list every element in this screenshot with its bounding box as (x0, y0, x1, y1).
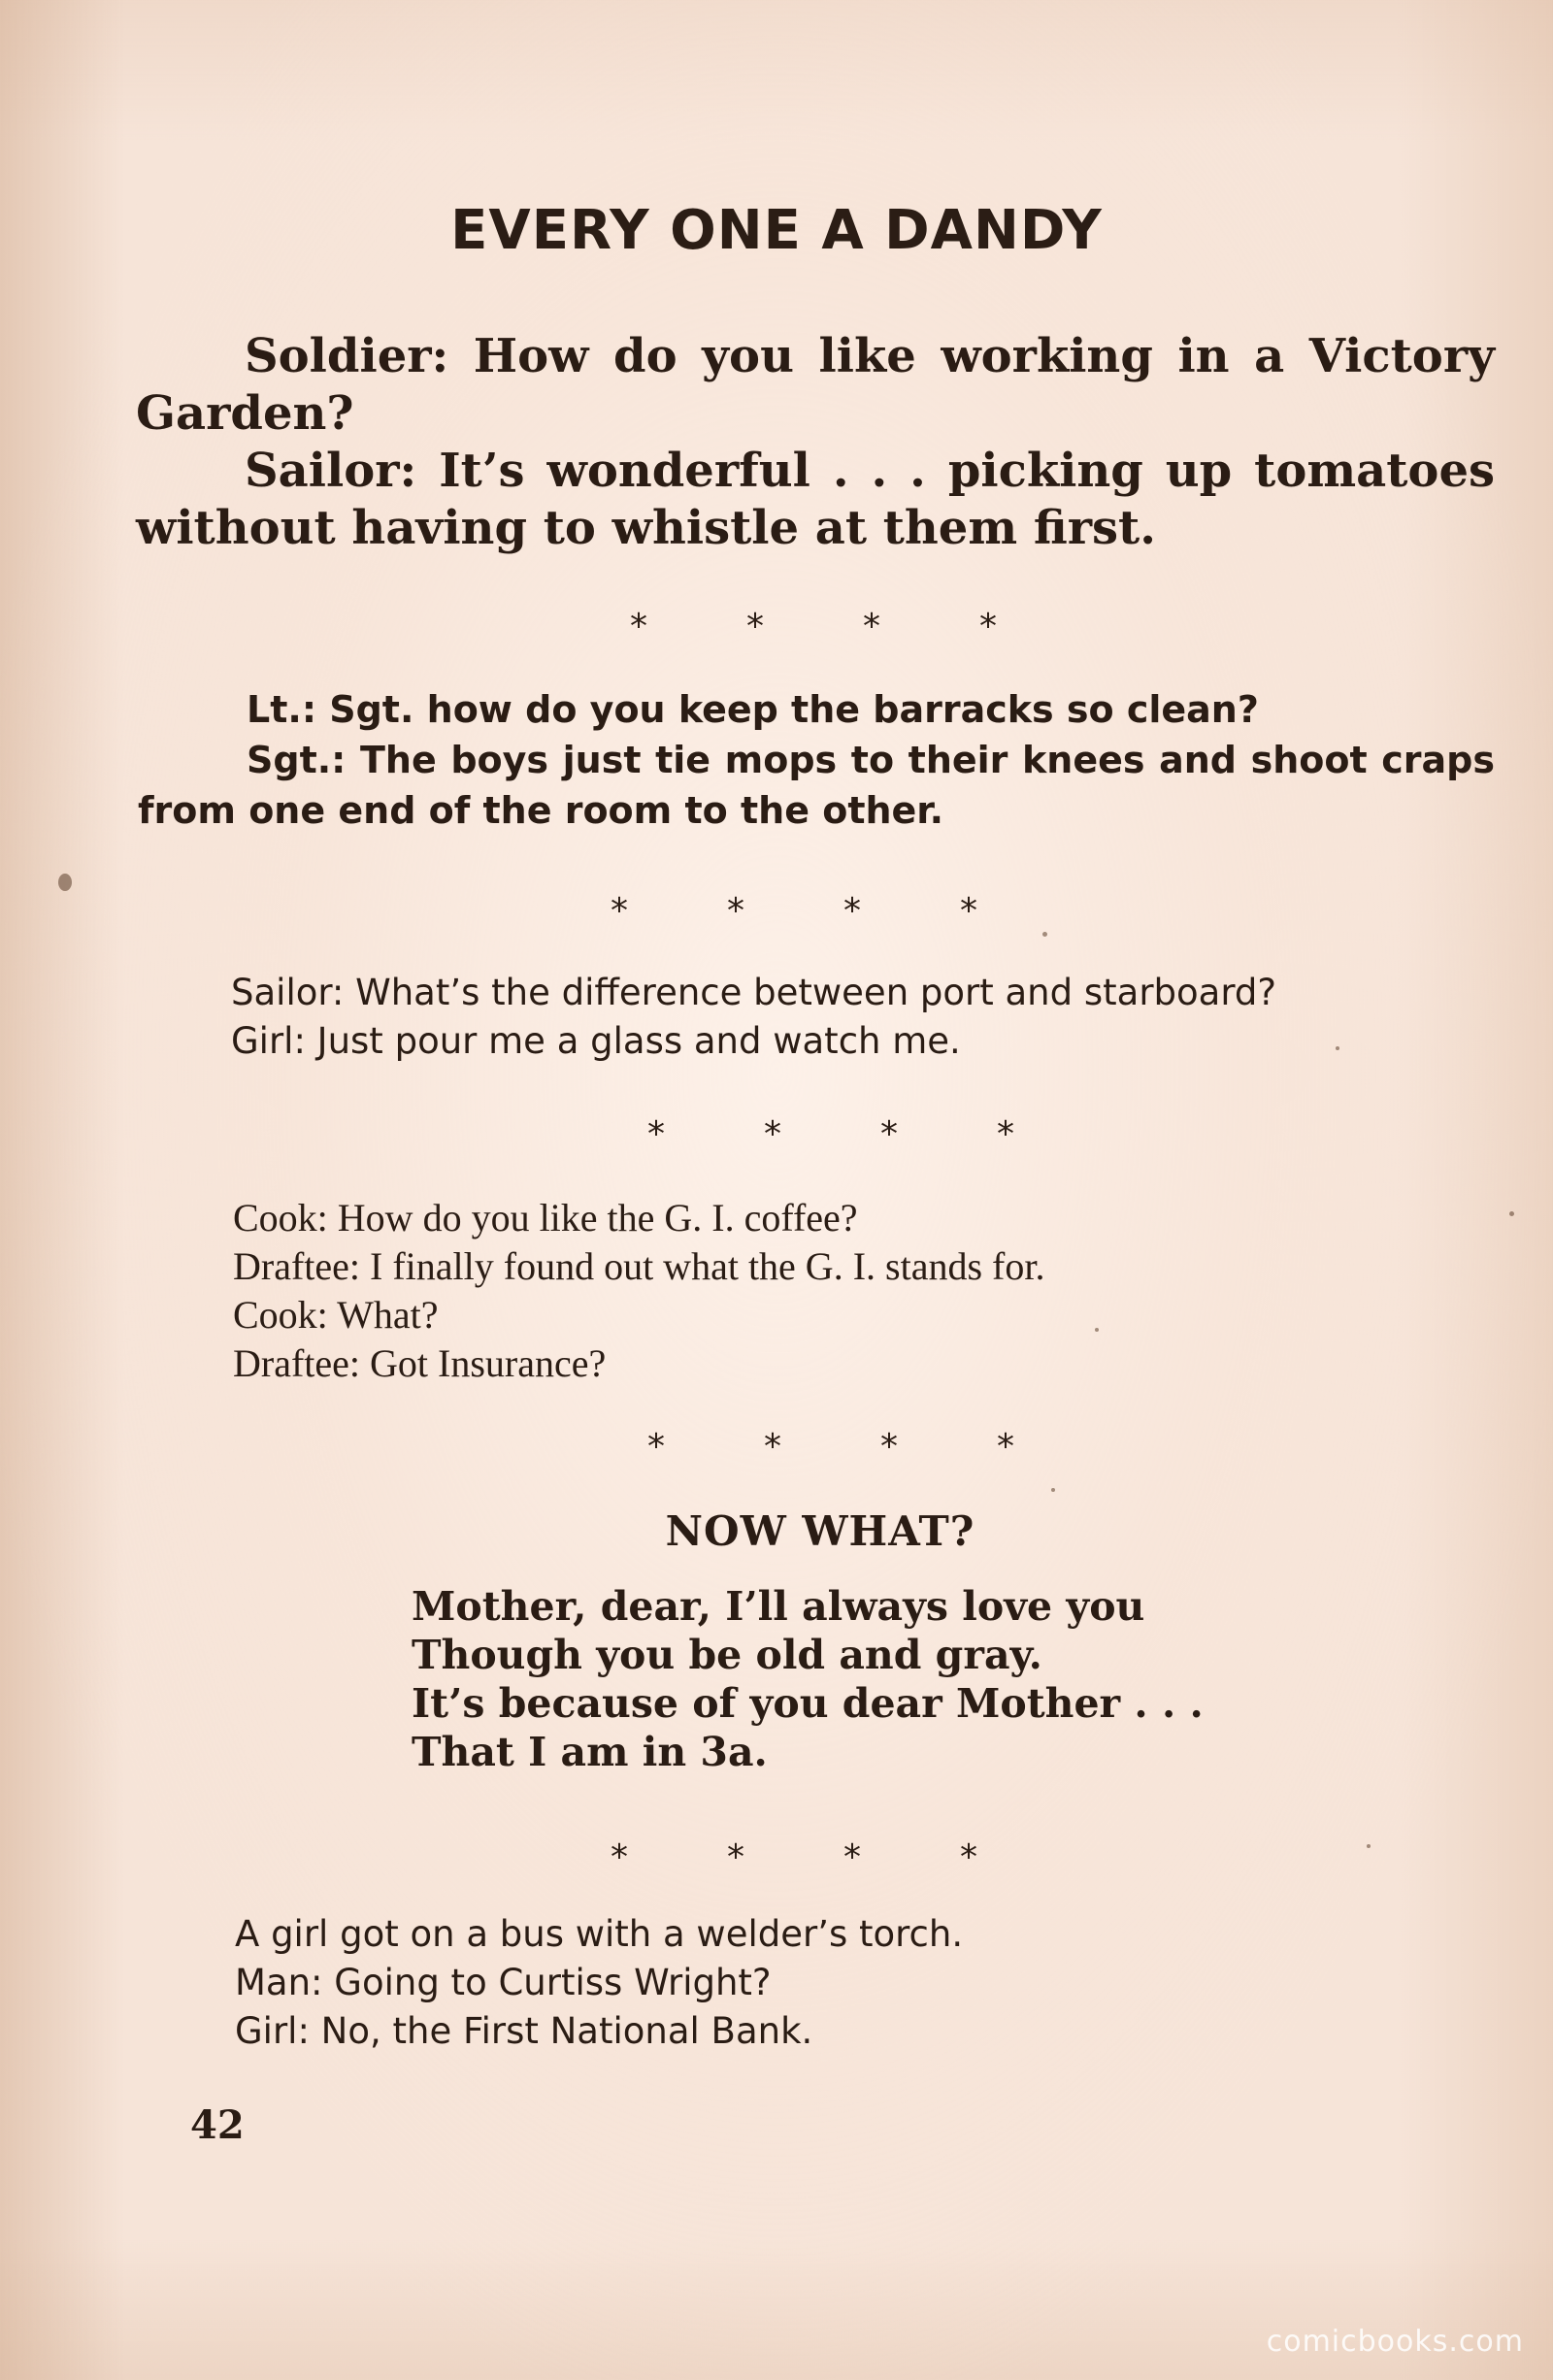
watermark: comicbooks.com (1266, 2325, 1524, 2359)
asterisk: * (764, 1427, 781, 1467)
joke-line: Girl: Just pour me a glass and watch me. (231, 1020, 961, 1062)
paper-speck (1336, 1046, 1339, 1050)
asterisk: * (979, 607, 997, 646)
section-divider (646, 1427, 1015, 1467)
asterisk: * (611, 1837, 628, 1877)
joke-line: Man: Going to Curtiss Wright? (235, 1962, 772, 2003)
joke-line: Draftee: Got Insurance? (233, 1341, 607, 1385)
asterisk: * (960, 891, 977, 931)
asterisk: * (611, 891, 628, 931)
joke-line: Sailor: What’s the difference between port and starboard? (231, 972, 1277, 1013)
paper-speck (58, 874, 72, 891)
poem-line: Though you be old and gray. (412, 1632, 1042, 1678)
asterisk: * (997, 1427, 1014, 1467)
joke-line: Lt.: Sgt. how do you keep the barracks so clean? (247, 688, 1259, 731)
asterisk: * (727, 1837, 744, 1877)
section-divider (629, 607, 998, 646)
poem-title: NOW WHAT? (665, 1507, 975, 1555)
joke-line: Girl: No, the First National Bank. (235, 2010, 813, 2052)
joke-port-starboard (231, 969, 1396, 1066)
joke-line: Cook: How do you like the G. I. coffee? (233, 1196, 858, 1240)
poem-line: Mother, dear, I’ll always love you (412, 1583, 1145, 1630)
asterisk: * (647, 1427, 665, 1467)
asterisk: * (863, 607, 880, 646)
asterisk: * (960, 1837, 977, 1877)
poem (412, 1582, 1285, 1776)
asterisk: * (843, 1837, 861, 1877)
joke-cook-draftee (233, 1194, 1398, 1388)
asterisk: * (727, 891, 744, 931)
paper-speck (1509, 1211, 1514, 1216)
joke-line: Soldier: How do you like working in a Victory Garden? (136, 329, 1495, 441)
section-divider (646, 1114, 1015, 1154)
paper-speck (1367, 1844, 1371, 1848)
joke-soldier-sailor (136, 328, 1495, 557)
asterisk: * (880, 1427, 898, 1467)
joke-line: A girl got on a bus with a welder’s torch. (235, 1913, 964, 1955)
paper-speck (1051, 1488, 1055, 1492)
section-divider (610, 891, 978, 931)
asterisk: * (880, 1114, 898, 1154)
joke-line: Cook: What? (233, 1293, 439, 1337)
paper-speck (1042, 932, 1047, 937)
paper-speck (1095, 1328, 1099, 1332)
joke-welders-torch (235, 1910, 1400, 2056)
section-divider (610, 1837, 978, 1877)
asterisk: * (764, 1114, 781, 1154)
poem-line: That I am in 3a. (412, 1729, 768, 1775)
asterisk: * (746, 607, 764, 646)
joke-line: Sailor: It’s wonderful . . . picking up tomatoes without having to whistle at them first. (136, 444, 1495, 555)
joke-line: Draftee: I finally found out what the G. I. stands for. (233, 1244, 1045, 1288)
joke-lt-sgt (138, 684, 1495, 836)
page-number: 42 (190, 2102, 245, 2148)
joke-line: Sgt.: The boys just tie mops to their knees and shoot craps from one end of the room to the other. (138, 739, 1495, 832)
asterisk: * (843, 891, 861, 931)
poem-line: It’s because of you dear Mother . . . (412, 1680, 1204, 1727)
page-title: EVERY ONE A DANDY (450, 199, 1103, 262)
asterisk: * (647, 1114, 665, 1154)
asterisk: * (630, 607, 647, 646)
asterisk: * (997, 1114, 1014, 1154)
